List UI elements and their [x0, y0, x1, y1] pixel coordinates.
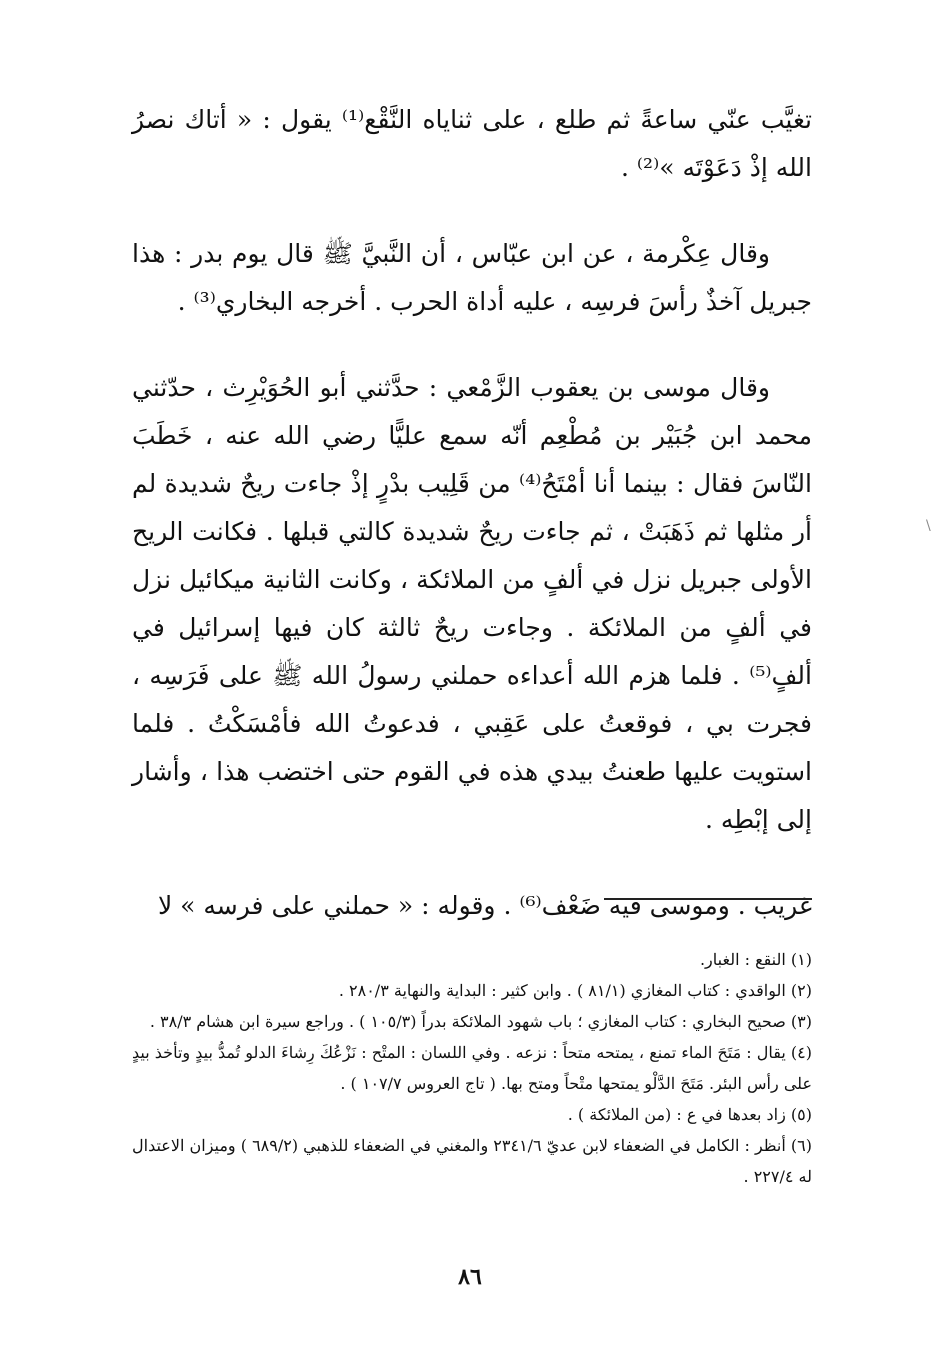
paragraph-1: تغيَّب عنّي ساعةً ثم طلع ، على ثناياه النَّقْع⁽¹⁾ يقول : « أتاك نصرُ الله إذْ دَعَوْتَه »⁽²⁾ .: [132, 105, 812, 182]
paragraph-4: غريب . وموسى فيه ضَعْف⁽⁶⁾ . وقوله : « حملني على فرسه » لا: [157, 891, 812, 920]
paragraph-2: وقال عِكْرمة ، عن ابن عبّاس ، أن النَّبيَّ ﷺ قال يوم بدر : هذا جبريل آخذٌ رأسَ فرسِه ، عليه أداة الحرب . أخرجه البخاري⁽³⁾ .: [132, 239, 812, 316]
margin-mark: \: [926, 518, 931, 534]
footnotes: [132, 944, 812, 1192]
footnote-2: (٢) الواقدي : كتاب المغازي (٨١/١ ) . وابن كثير : البداية والنهاية ٢٨٠/٣ .: [338, 981, 812, 1000]
main-text: [132, 96, 812, 930]
footnote-4: (٤) يقال : مَتَحَ الماء تمنع ، يمتحه متحاً : نزعه . وفي اللسان : المتْح : نَزْعُكَ رِشاءَ الدلو تُمدُّ بيدٍ وتأخذ بيدٍ على رأس البئر. مَتَحَ الدَّلْو يمتحها متْحاً ومتح بها. ( تاج العروس ١٠٧/٧ ) .: [132, 1043, 812, 1093]
footnote-separator: [604, 898, 812, 900]
paragraph-3: وقال موسى بن يعقوب الزَّمْعي : حدَّثني أبو الحُوَيْرِث ، حدّثني محمد ابن جُبَيْر بن مُطْعِم أنّه سمع عليًّا رضي الله عنه ، خَطَبَ النّاسَ فقال : بينما أنا أمْتَحُ⁽⁴⁾ من قَلِيب بدْرٍ إذْ جاءت ريحٌ شديدة لم أر مثلها ثم ذَهَبَتْ ، ثم جاءت ريحٌ شديدة كالتي قبلها . فكانت الريح الأولى جبريل نزل في ألفٍ من الملائكة ، وكانت الثانية ميكائيل نزل في ألفٍ من الملائكة . وجاءت ريحٌ ثالثة كان فيها إسرائيل في ألفٍ⁽⁵⁾ . فلما هزم الله أعداءه حملني رسولُ الله ﷺ على فَرَسِه ، فجرت بي ، فوقعتُ على عَقِبي ، فدعوتُ الله فأمْسَكْتُ . فلما استويت عليها طعنتُ بيدي هذه في القوم حتى اختضب هذا ، وأشار إلى إبْطِه .: [132, 373, 812, 834]
footnote-5: (٥) زاد بعدها في ع : (من الملائكة ) .: [567, 1105, 812, 1124]
footnote-1: (١) النقع : الغبار.: [699, 950, 812, 969]
page-number: ٨٦: [458, 1264, 482, 1290]
footnote-6: (٦) أنظر : الكامل في الضعفاء لابن عديّ ٢٣٤١/٦ والمغني في الضعفاء للذهبي (٦٨٩/٢ ) وميزان الاعتدال له ٢٢٧/٤ .: [132, 1136, 813, 1186]
footnote-3: (٣) صحيح البخاري : كتاب المغازي ؛ باب شهود الملائكة بدراً (١٠٥/٣ ) . وراجع سيرة ابن هشام ٣٨/٣ .: [149, 1012, 812, 1031]
